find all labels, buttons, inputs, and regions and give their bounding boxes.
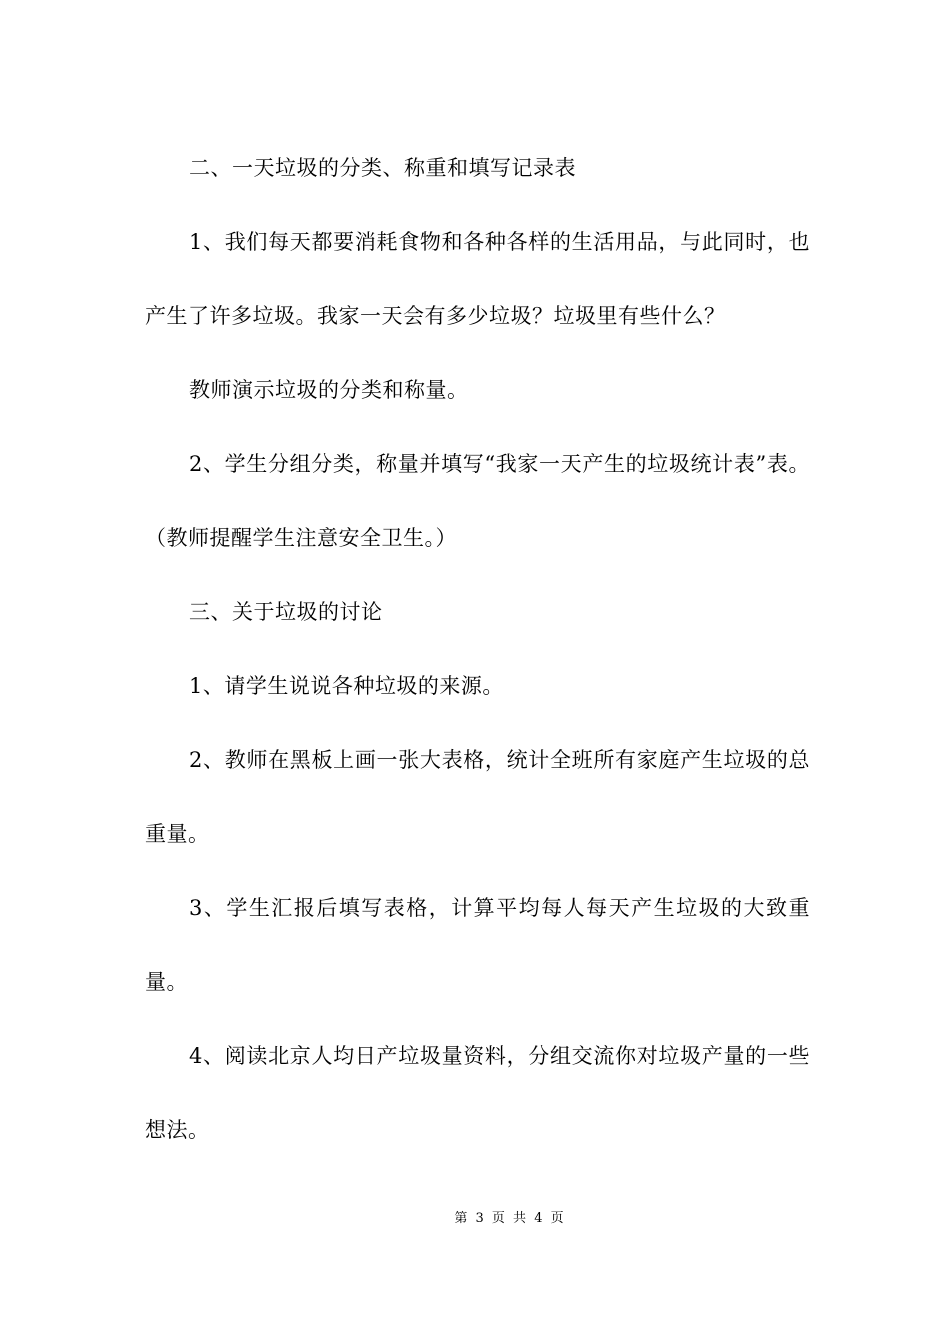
paragraph-3-4: 4、阅读北京人均日产垃圾量资料，分组交流你对垃圾产量的一些想法。: [145, 1044, 810, 1142]
paragraph-3-2: 2、教师在黑板上画一张大表格，统计全班所有家庭产生垃圾的总重量。: [145, 748, 810, 846]
section-heading-3: 三、关于垃圾的讨论: [189, 600, 383, 624]
paragraph-3-3: 3、学生汇报后填写表格，计算平均每人每天产生垃圾的大致重量。: [145, 896, 810, 994]
paragraph-1: 1、我们每天都要消耗食物和各种各样的生活用品，与此同时，也产生了许多垃圾。我家一天会有多少垃圾？垃圾里有些什么？: [145, 230, 810, 328]
page-number-footer: 第 3 页 共 4 页: [454, 1211, 566, 1226]
section-heading-2: 二、一天垃圾的分类、称重和填写记录表: [189, 156, 576, 180]
document-body: [145, 131, 810, 1167]
paragraph-2: 2、学生分组分类，称量并填写“我家一天产生的垃圾统计表”表。（教师提醒学生注意安全卫生。）: [145, 452, 810, 550]
paragraph-teacher-demo: 教师演示垃圾的分类和称量。: [189, 378, 469, 402]
paragraph-3-1: 1、请学生说说各种垃圾的来源。: [189, 674, 504, 698]
